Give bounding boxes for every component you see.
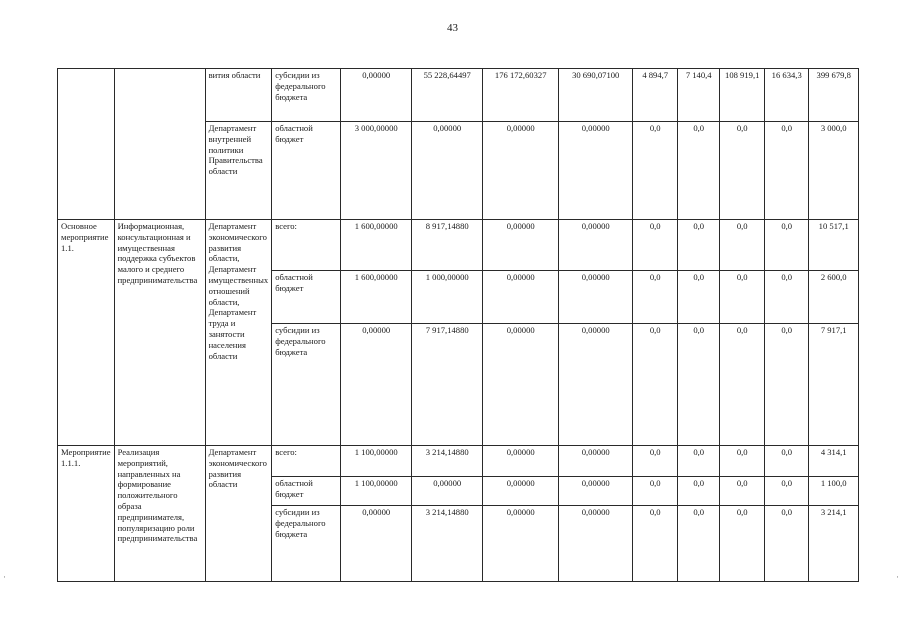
value-cell: 30 690,07100: [559, 69, 633, 122]
event-code: Мероприятие 1.1.1.: [58, 446, 115, 582]
funding-source: субсидии из федерального бюджета: [272, 506, 341, 582]
edge-mark-left: ·: [3, 572, 6, 582]
value-cell: 0,0: [678, 446, 720, 477]
value-cell: 0,0: [720, 324, 765, 446]
value-cell: 0,0: [720, 446, 765, 477]
value-cell: 0,00000: [559, 477, 633, 506]
value-cell: 0,0: [678, 477, 720, 506]
value-cell: 1 600,00000: [341, 220, 412, 271]
event-name: Реализация мероприятий, направленных на формирование положительного образа предпринимателя, популяризацию роли предпринимательства: [114, 446, 205, 582]
value-cell: 0,00000: [483, 324, 559, 446]
value-cell: 1 100,00000: [341, 477, 412, 506]
value-cell: 0,00000: [341, 506, 412, 582]
page-number: 43: [447, 22, 458, 34]
value-cell: 0,0: [633, 324, 678, 446]
value-cell: 0,0: [765, 122, 809, 220]
total-cell: 399 679,8: [809, 69, 859, 122]
edge-mark-right: ·: [896, 572, 899, 582]
funding-source: субсидии из федерального бюджета: [272, 324, 341, 446]
value-cell: 0,00000: [341, 324, 412, 446]
value-cell: 0,00000: [483, 506, 559, 582]
value-cell: 0,0: [765, 506, 809, 582]
value-cell: 0,0: [765, 446, 809, 477]
value-cell: 0,00000: [412, 477, 483, 506]
value-cell: 0,00000: [483, 271, 559, 324]
value-cell: 1 600,00000: [341, 271, 412, 324]
value-cell: 0,0: [633, 271, 678, 324]
value-cell: 0,00000: [559, 271, 633, 324]
value-cell: 0,0: [678, 324, 720, 446]
value-cell: 0,0: [765, 324, 809, 446]
total-cell: 3 000,0: [809, 122, 859, 220]
table-row: [58, 69, 859, 122]
value-cell: 0,00000: [483, 220, 559, 271]
event-executor: Департамент экономического развития области: [205, 446, 272, 582]
budget-table: [57, 68, 859, 582]
value-cell: 7 140,4: [678, 69, 720, 122]
value-cell: 0,00000: [559, 220, 633, 271]
value-cell: 0,0: [633, 446, 678, 477]
total-cell: 2 600,0: [809, 271, 859, 324]
value-cell: 1 000,00000: [412, 271, 483, 324]
value-cell: 0,0: [633, 220, 678, 271]
value-cell: 0,0: [633, 477, 678, 506]
value-cell: 0,00000: [483, 446, 559, 477]
value-cell: 0,0: [720, 271, 765, 324]
total-cell: 7 917,1: [809, 324, 859, 446]
value-cell: 0,00000: [483, 122, 559, 220]
value-cell: 108 919,1: [720, 69, 765, 122]
value-cell: 0,0: [633, 122, 678, 220]
value-cell: 0,0: [633, 506, 678, 582]
value-cell: 0,0: [678, 122, 720, 220]
funding-source: областной бюджет: [272, 271, 341, 324]
value-cell: 4 894,7: [633, 69, 678, 122]
continuation-code-cell: [58, 69, 115, 220]
total-cell: 3 214,1: [809, 506, 859, 582]
value-cell: 0,0: [765, 477, 809, 506]
value-cell: 0,0: [678, 220, 720, 271]
funding-source: областной бюджет: [272, 122, 341, 220]
value-cell: 0,0: [720, 220, 765, 271]
value-cell: 3 214,14880: [412, 446, 483, 477]
value-cell: 3 000,00000: [341, 122, 412, 220]
value-cell: 8 917,14880: [412, 220, 483, 271]
continuation-executor-a: вития области: [205, 69, 272, 122]
value-cell: 1 100,00000: [341, 446, 412, 477]
value-cell: 0,0: [765, 220, 809, 271]
value-cell: 3 214,14880: [412, 506, 483, 582]
value-cell: 0,00000: [559, 446, 633, 477]
value-cell: 0,0: [720, 122, 765, 220]
value-cell: 55 228,64497: [412, 69, 483, 122]
main-event-code: Основное мероприятие 1.1.: [58, 220, 115, 446]
value-cell: 0,00000: [341, 69, 412, 122]
value-cell: 0,0: [720, 506, 765, 582]
value-cell: 0,00000: [483, 477, 559, 506]
total-cell: 1 100,0: [809, 477, 859, 506]
funding-source: всего:: [272, 220, 341, 271]
table-row: [58, 220, 859, 271]
main-event-name: Информационная, консультационная и имущественная поддержка субъектов малого и среднего предпринимательства: [114, 220, 205, 446]
main-event-executor: Департамент экономического развития области, Департамент имущественных отношений области, Департамент труда и занятости населения области: [205, 220, 272, 446]
value-cell: 0,0: [678, 271, 720, 324]
funding-source: всего:: [272, 446, 341, 477]
table-row: [58, 446, 859, 477]
funding-source: субсидии из федерального бюджета: [272, 69, 341, 122]
value-cell: 0,00000: [559, 122, 633, 220]
value-cell: 0,0: [720, 477, 765, 506]
value-cell: 0,0: [765, 271, 809, 324]
value-cell: 16 634,3: [765, 69, 809, 122]
continuation-executor-b: Департамент внутренней политики Правительства области: [205, 122, 272, 220]
continuation-name-cell: [114, 69, 205, 220]
value-cell: 7 917,14880: [412, 324, 483, 446]
total-cell: 4 314,1: [809, 446, 859, 477]
value-cell: 0,0: [678, 506, 720, 582]
value-cell: 0,00000: [559, 506, 633, 582]
value-cell: 0,00000: [559, 324, 633, 446]
total-cell: 10 517,1: [809, 220, 859, 271]
value-cell: 176 172,60327: [483, 69, 559, 122]
value-cell: 0,00000: [412, 122, 483, 220]
funding-source: областной бюджет: [272, 477, 341, 506]
